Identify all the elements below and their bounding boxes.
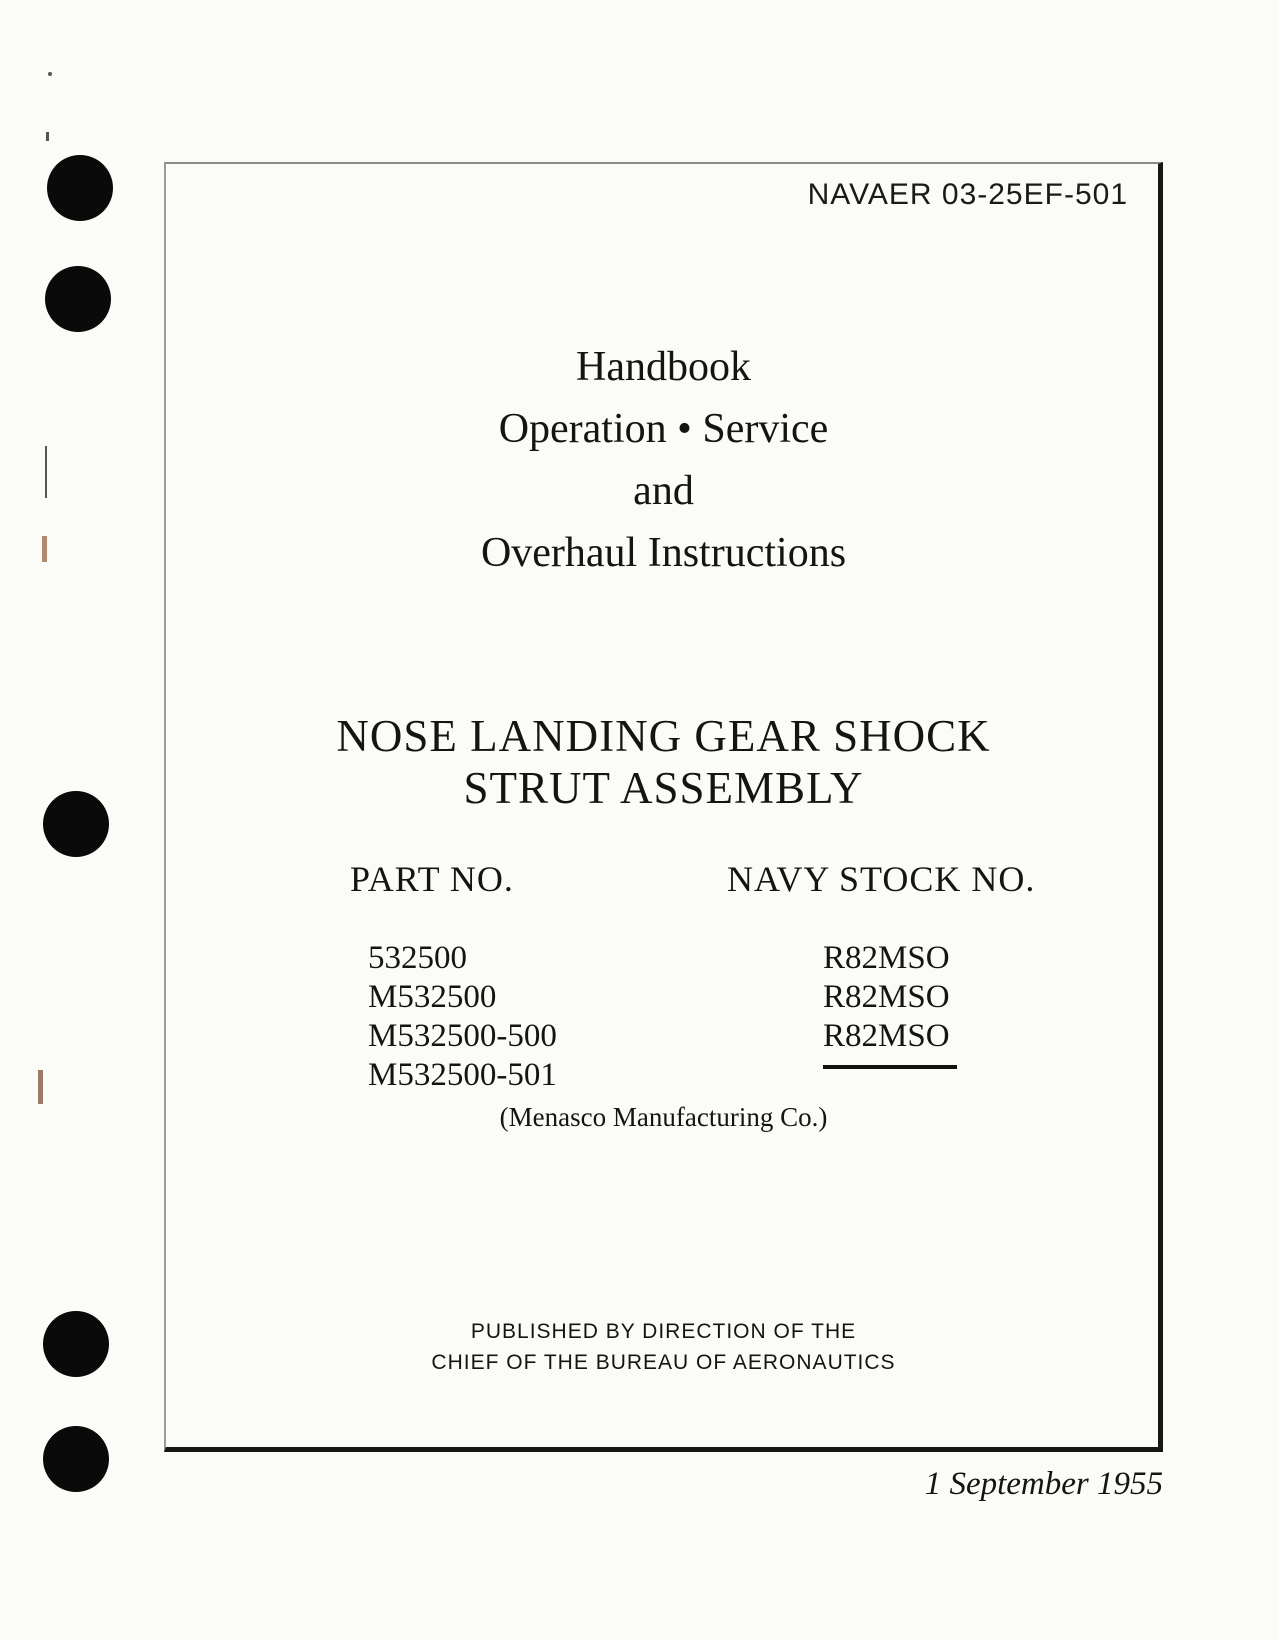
part-number: M532500 <box>368 979 497 1015</box>
handbook-title-line: and <box>633 468 694 514</box>
scan-mark <box>48 72 52 76</box>
subject-line: NOSE LANDING GEAR SHOCK <box>336 711 991 761</box>
stock-number-header: NAVY STOCK NO. <box>727 859 1036 899</box>
punch-hole <box>47 155 113 221</box>
stock-number: R82MSO <box>823 979 950 1015</box>
punch-hole <box>43 1311 109 1377</box>
stock-number: R82MSO <box>823 940 950 976</box>
stock-number-list <box>823 939 950 1056</box>
document-number: NAVAER 03-25EF-501 <box>807 178 1128 211</box>
publisher-line: CHIEF OF THE BUREAU OF AERONAUTICS <box>431 1351 896 1374</box>
part-number: M532500-500 <box>368 1018 557 1054</box>
scan-mark <box>38 1070 43 1104</box>
part-number-list <box>368 939 557 1095</box>
stock-number: R82MSO <box>823 1018 950 1054</box>
subject-title <box>164 710 1163 814</box>
scan-mark <box>45 446 47 498</box>
subject-line: STRUT ASSEMBLY <box>463 763 864 813</box>
publication-date: 1 September 1955 <box>924 1466 1163 1502</box>
punch-hole <box>43 791 109 857</box>
scan-mark <box>46 132 49 141</box>
handbook-title-line: Operation • Service <box>498 406 829 452</box>
publisher-statement <box>164 1316 1163 1378</box>
handbook-title-line: Handbook <box>576 344 751 390</box>
part-number: 532500 <box>368 940 467 976</box>
part-number: M532500-501 <box>368 1057 557 1093</box>
part-number-header: PART NO. <box>350 859 514 899</box>
scan-mark <box>42 536 47 562</box>
stock-number-blank-rule <box>823 1065 957 1069</box>
handbook-title <box>164 336 1163 584</box>
publisher-line: PUBLISHED BY DIRECTION OF THE <box>470 1320 857 1343</box>
manufacturer: (Menasco Manufacturing Co.) <box>499 1102 828 1132</box>
handbook-title-line: Overhaul Instructions <box>480 530 847 576</box>
punch-hole <box>43 1426 109 1492</box>
punch-hole <box>45 266 111 332</box>
